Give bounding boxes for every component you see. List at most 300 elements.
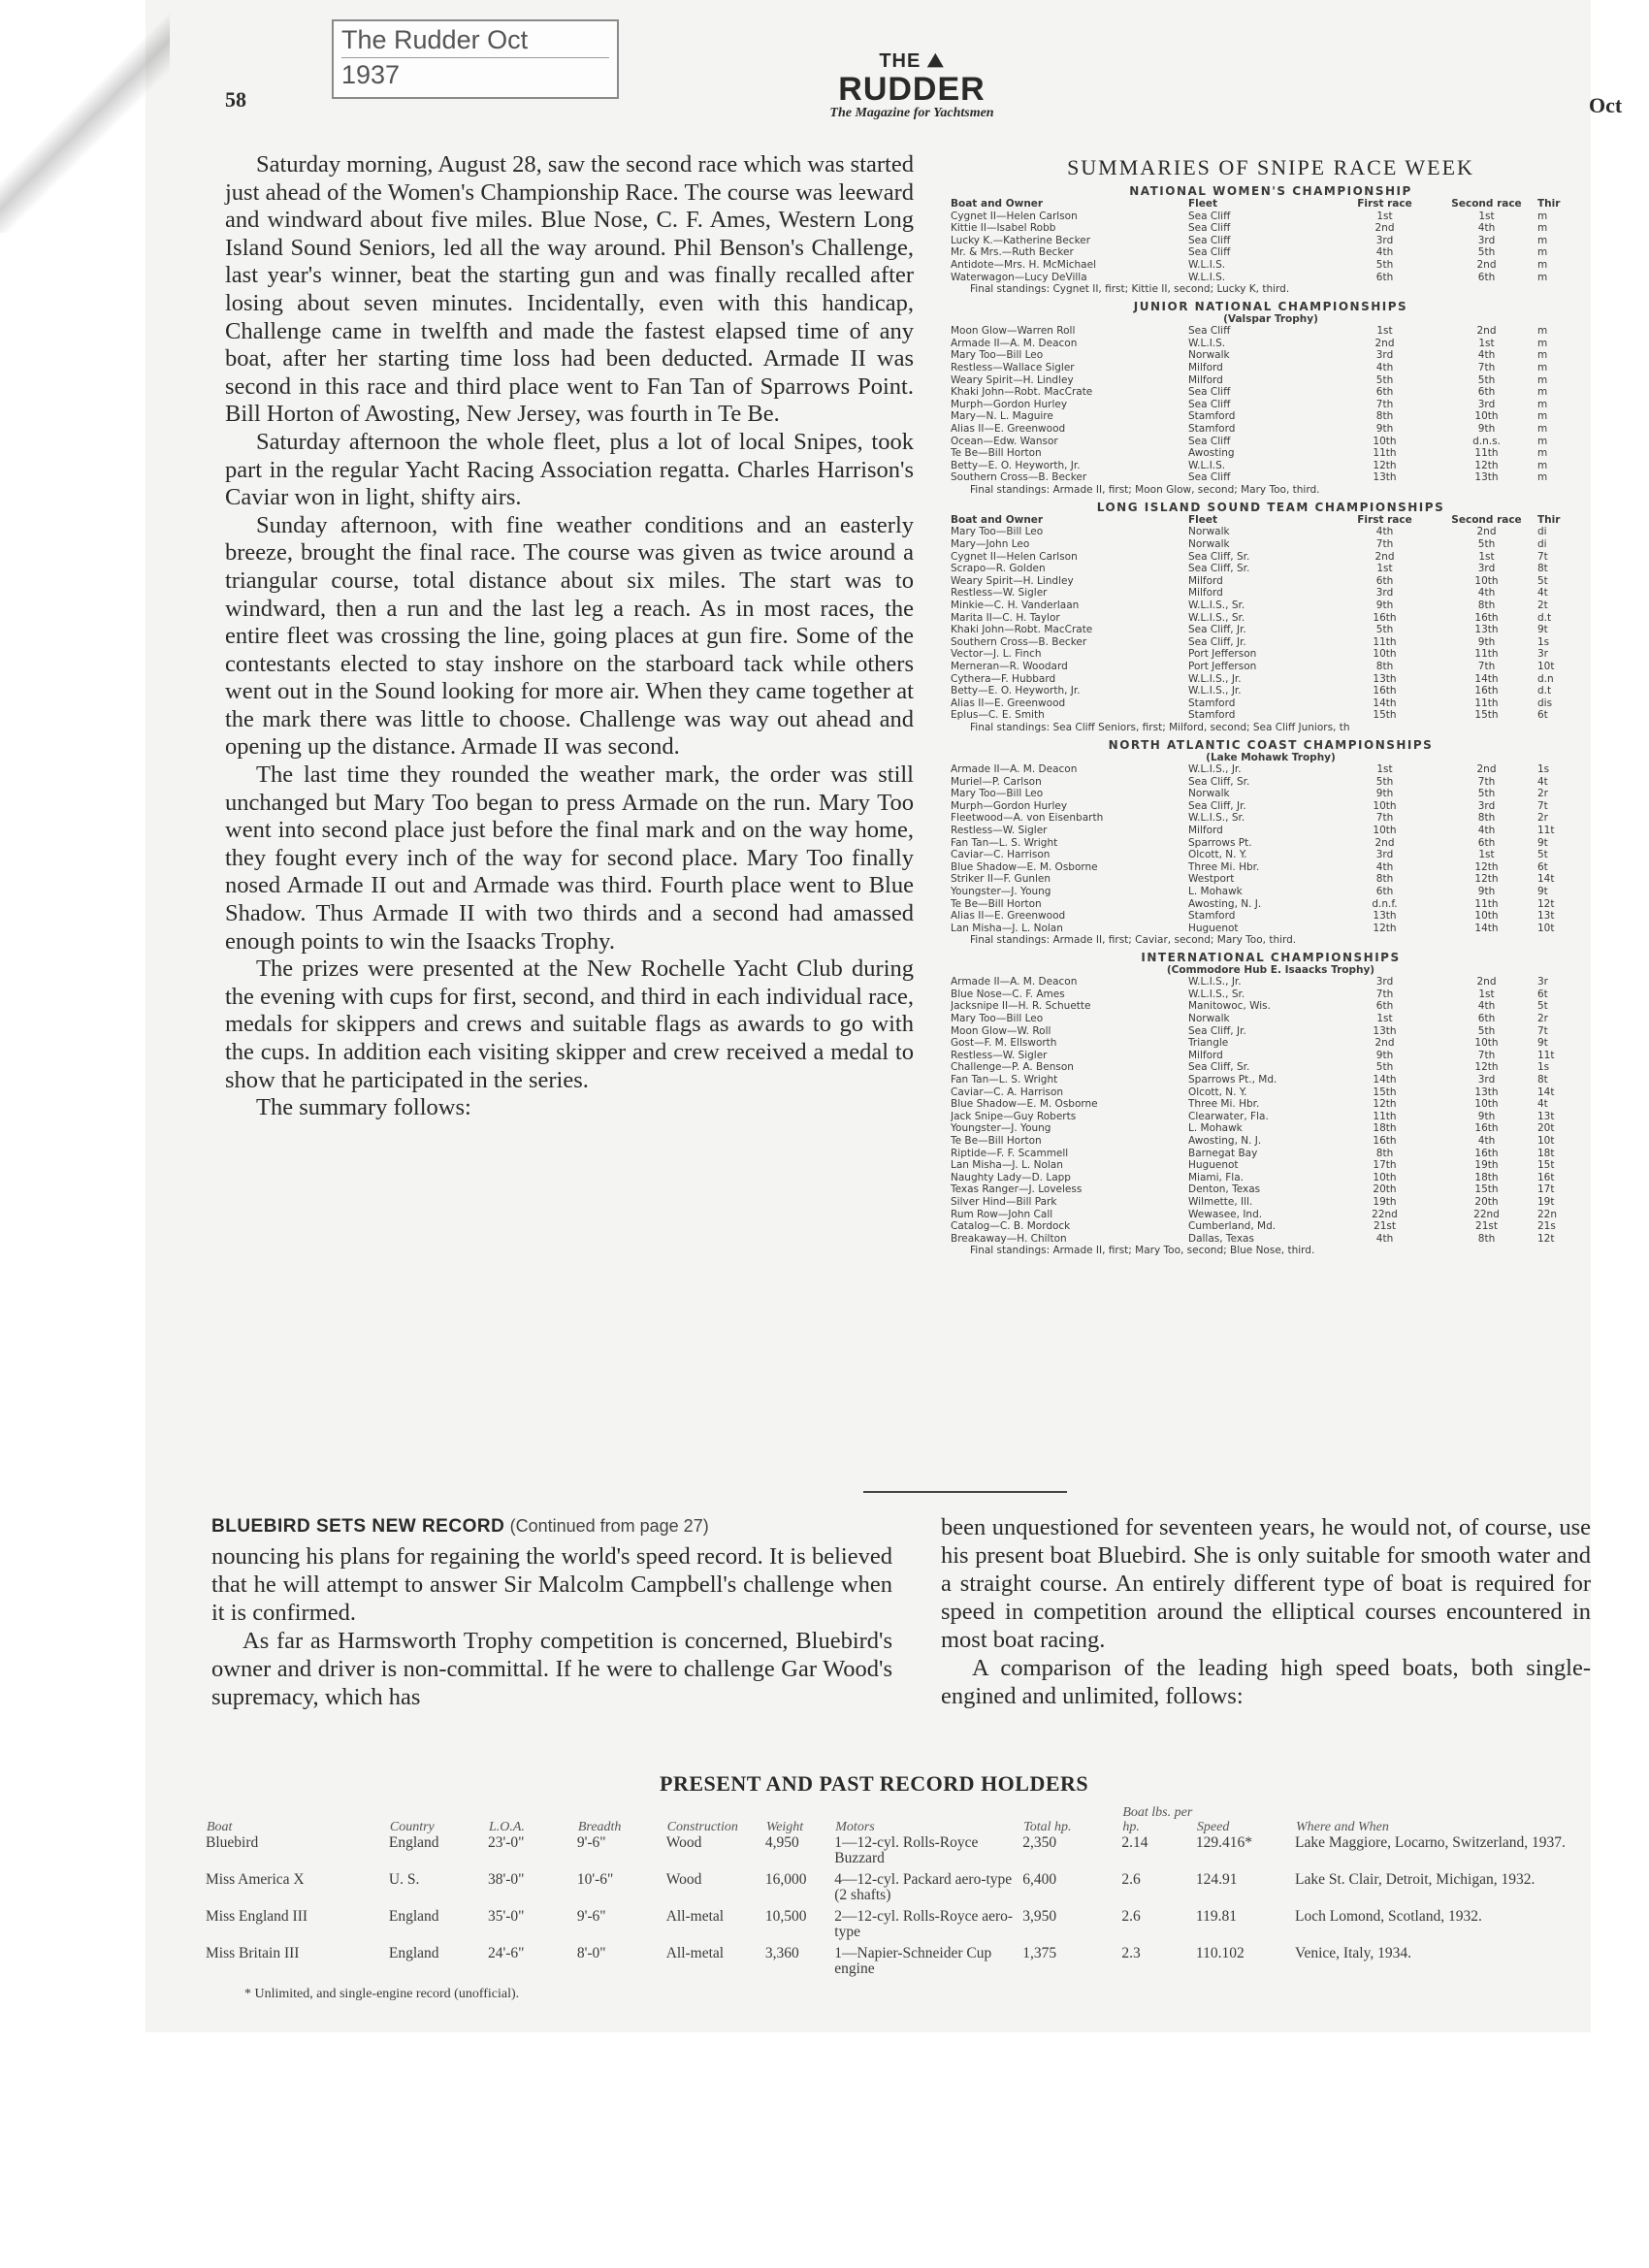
table-cell: 9th <box>1477 422 1496 435</box>
records-cell: Wood <box>665 1834 702 1851</box>
table-cell: 8th <box>1477 812 1496 825</box>
table-cell: m <box>1537 337 1548 349</box>
table-cell: Milford <box>1188 373 1223 386</box>
records-column-header: Where and When <box>1296 1820 1389 1834</box>
archive-label-line1: The Rudder Oct <box>341 23 609 58</box>
table-cell: Fan Tan—L. S. Wright <box>951 836 1058 849</box>
records-footnote: * Unlimited, and single-engine record (unofficial). <box>244 1987 520 2001</box>
table-cell: 4th <box>1375 1232 1394 1245</box>
table-cell: Southern Cross—B. Becker <box>951 471 1087 484</box>
table-cell: d.n <box>1537 672 1554 685</box>
table-cell: Cygnet II—Helen Carlson <box>951 550 1078 563</box>
bluebird-heading <box>211 1516 709 1538</box>
records-cell: 2.14 <box>1121 1834 1148 1851</box>
table-row <box>951 697 1591 710</box>
records-column-header: Motors <box>835 1820 875 1834</box>
table-cell: 15th <box>1474 709 1499 722</box>
article-paragraph: Saturday afternoon the whole fleet, plus a lot of local Snipes, took part in the regular Yacht Racing Association regatta. Charles Harrison's Caviar won in light, shifty airs. <box>225 428 914 511</box>
table-row <box>951 587 1591 599</box>
records-cell: U. S. <box>388 1871 420 1888</box>
table-cell: 13th <box>1373 910 1397 923</box>
table-cell: W.L.I.S. <box>1188 271 1226 283</box>
table-cell: 11th <box>1474 447 1499 460</box>
table-cell: 8th <box>1477 599 1496 612</box>
table-cell: Kittie II—Isabel Robb <box>951 222 1056 235</box>
table-cell: Vector—J. L. Finch <box>951 648 1042 661</box>
table-cell: 3rd <box>1375 849 1394 861</box>
table-row <box>951 471 1591 484</box>
table-cell: 11th <box>1373 635 1397 648</box>
table-cell: Restless—W. Sigler <box>951 824 1048 836</box>
table-cell: 21st <box>1374 1220 1396 1233</box>
table-cell: Olcott, N. Y. <box>1188 849 1247 861</box>
table-cell: Sea Cliff, Jr. <box>1188 799 1246 812</box>
table-cell: 7th <box>1477 661 1496 672</box>
table-cell: 10t <box>1537 1135 1555 1147</box>
table-row <box>951 325 1591 338</box>
table-cell: Murph—Gordon Hurley <box>951 398 1068 410</box>
table-cell: 16t <box>1537 1171 1555 1183</box>
table-cell: 13t <box>1537 1110 1555 1122</box>
table-cell: 22n <box>1537 1208 1558 1220</box>
table-row <box>951 873 1591 886</box>
records-cell: 3,950 <box>1022 1908 1057 1925</box>
table-cell: 3rd <box>1375 234 1394 246</box>
table-cell: dis <box>1537 697 1553 709</box>
table-cell: m <box>1537 258 1548 271</box>
table-row <box>951 222 1591 235</box>
records-cell: 2.6 <box>1121 1908 1141 1925</box>
table-cell: 5th <box>1375 373 1394 386</box>
table-row <box>951 1220 1591 1233</box>
table-cell: Caviar—C. A. Harrison <box>951 1085 1064 1098</box>
records-cell: 6,400 <box>1022 1871 1057 1888</box>
table-cell: Denton, Texas <box>1188 1183 1261 1196</box>
records-cell: 1,375 <box>1022 1945 1057 1961</box>
table-cell: 3r <box>1537 648 1548 661</box>
table-row <box>951 423 1591 436</box>
table-cell: m <box>1537 210 1548 222</box>
table-cell: Dallas, Texas <box>1188 1232 1254 1245</box>
race-summaries <box>951 155 1591 1257</box>
table-cell: 15th <box>1373 709 1397 722</box>
records-row <box>206 1946 1593 1983</box>
masthead-the: THE ⛰ <box>879 50 945 72</box>
table-cell: Antidote—Mrs. H. McMichael <box>951 258 1096 271</box>
table-cell: 2r <box>1537 1013 1548 1025</box>
table-cell: Restless—Wallace Sigler <box>951 361 1075 373</box>
table-cell: 2t <box>1537 599 1548 612</box>
table-cell: 1st <box>1376 1013 1393 1025</box>
table-cell: 17t <box>1537 1183 1555 1196</box>
table-cell: 14th <box>1373 697 1397 709</box>
table-cell: Fan Tan—L. S. Wright <box>951 1074 1058 1086</box>
table-cell: 12th <box>1373 922 1397 934</box>
table-cell: 5th <box>1375 258 1394 271</box>
table-cell: 13th <box>1474 624 1499 636</box>
table-cell: 6t <box>1537 988 1548 1000</box>
final-standings: Final standings: Armade II, first; Moon Glow, second; Mary Too, third. <box>970 483 1320 496</box>
table-cell: 7t <box>1537 550 1548 563</box>
table-cell: Triangle <box>1188 1037 1229 1050</box>
table-cell: 7th <box>1375 538 1394 551</box>
table-cell: Catalog—C. B. Mordock <box>951 1220 1071 1233</box>
table-cell: Restless—W. Sigler <box>951 587 1048 599</box>
records-cell: 10,500 <box>764 1908 807 1925</box>
column-header: Boat and Owner <box>951 198 1044 210</box>
records-cell: 2.3 <box>1121 1945 1141 1961</box>
table-cell: 12th <box>1373 459 1397 471</box>
table-cell: 4t <box>1537 1098 1548 1111</box>
table-cell: Sea Cliff <box>1188 210 1231 222</box>
table-cell: 4th <box>1477 1000 1496 1013</box>
section-subtitle: (Commodore Hub E. Isaacks Trophy) <box>1166 964 1375 977</box>
records-cell: 3,360 <box>764 1945 799 1961</box>
table-cell: 20th <box>1474 1195 1499 1208</box>
table-cell: 4th <box>1477 1135 1496 1147</box>
table-cell: m <box>1537 398 1548 410</box>
summaries-title: SUMMARIES OF SNIPE RACE WEEK <box>1067 155 1474 179</box>
table-cell: Alias II—E. Greenwood <box>951 697 1066 709</box>
table-cell: 22nd <box>1473 1208 1500 1220</box>
table-cell: 1st <box>1376 563 1393 575</box>
table-row <box>951 374 1591 387</box>
table-cell: Silver Hind—Bill Park <box>951 1195 1057 1208</box>
table-cell: L. Mohawk <box>1188 1122 1243 1135</box>
table-cell: Awosting <box>1188 447 1235 460</box>
table-cell: 6th <box>1477 1013 1496 1025</box>
table-cell: 10th <box>1474 1098 1499 1111</box>
final-standings: Final standings: Cygnet II, first; Kittie II, second; Lucky K, third. <box>970 283 1290 296</box>
table-cell: 3rd <box>1477 1074 1496 1086</box>
table-cell: Restless—W. Sigler <box>951 1049 1048 1061</box>
table-cell: 3rd <box>1375 349 1394 362</box>
table-cell: W.L.I.S., Jr. <box>1188 672 1242 685</box>
table-cell: Norwalk <box>1188 538 1230 551</box>
summary-section <box>951 951 1591 1257</box>
table-cell: Te Be—Bill Horton <box>951 1135 1042 1147</box>
table-cell: 7th <box>1375 812 1394 825</box>
table-cell: Milford <box>1188 574 1223 587</box>
bluebird-title: BLUEBIRD SETS NEW RECORD <box>211 1516 505 1537</box>
table-cell: 13th <box>1474 1085 1499 1098</box>
table-cell: Wilmette, Ill. <box>1188 1195 1253 1208</box>
table-cell: 6th <box>1375 574 1394 587</box>
table-cell: 1st <box>1478 849 1495 861</box>
table-cell: m <box>1537 361 1548 373</box>
table-row <box>951 661 1591 673</box>
table-row <box>951 837 1591 850</box>
column-header: Thir <box>1537 198 1561 210</box>
table-cell: Sea Cliff <box>1188 471 1231 484</box>
records-cell: England <box>388 1834 439 1851</box>
table-cell: Weary Spirit—H. Lindley <box>951 373 1074 386</box>
table-cell: Armade II—A. M. Deacon <box>951 976 1078 988</box>
table-row <box>951 1013 1591 1025</box>
table-cell: Norwalk <box>1188 788 1230 800</box>
table-cell: Striker II—F. Gunlen <box>951 873 1051 886</box>
table-row <box>951 612 1591 625</box>
table-cell: 9th <box>1375 422 1394 435</box>
table-cell: 18t <box>1537 1147 1555 1159</box>
issue-month: Oct <box>1589 93 1623 117</box>
table-row <box>951 636 1591 649</box>
table-row <box>951 410 1591 423</box>
table-cell: Marita II—C. H. Taylor <box>951 611 1060 624</box>
table-row <box>951 1074 1591 1086</box>
table-cell: 5t <box>1537 849 1548 861</box>
table-cell: 19t <box>1537 1195 1555 1208</box>
table-cell: 4t <box>1537 587 1548 599</box>
table-cell: 18th <box>1474 1171 1499 1183</box>
table-cell: Minkie—C. H. Vanderlaan <box>951 599 1080 612</box>
table-cell: 4th <box>1375 860 1394 873</box>
table-cell: Stamford <box>1188 410 1236 423</box>
table-cell: 2nd <box>1374 222 1395 235</box>
race-article <box>225 151 914 1122</box>
table-cell: Huguenot <box>1188 1159 1239 1172</box>
records-cell: England <box>388 1908 439 1925</box>
table-cell: Lan Misha—J. L. Nolan <box>951 922 1063 934</box>
section-title: NATIONAL WOMEN'S CHAMPIONSHIP <box>1129 184 1412 198</box>
table-cell: 9th <box>1375 788 1394 800</box>
table-cell: 10t <box>1537 922 1555 934</box>
table-cell: 5th <box>1477 246 1496 259</box>
table-cell: 6th <box>1477 836 1496 849</box>
column-header: Second race <box>1451 513 1522 526</box>
table-cell: 6th <box>1477 386 1496 399</box>
table-cell: Moon Glow—W. Roll <box>951 1024 1051 1037</box>
table-cell: 10th <box>1474 410 1499 423</box>
table-cell: m <box>1537 386 1548 399</box>
table-cell: W.L.I.S. <box>1188 258 1226 271</box>
table-row <box>951 886 1591 898</box>
records-cell: All-metal <box>665 1908 725 1925</box>
table-cell: 2nd <box>1476 762 1497 775</box>
table-cell: 8t <box>1537 1074 1548 1086</box>
table-cell: 6th <box>1375 386 1394 399</box>
table-cell: 2nd <box>1374 1037 1395 1050</box>
table-row <box>951 1050 1591 1062</box>
table-cell: Blue Shadow—E. M. Osborne <box>951 860 1098 873</box>
table-row <box>951 338 1591 350</box>
table-cell: 11th <box>1474 697 1499 709</box>
table-cell: 15th <box>1373 1085 1397 1098</box>
table-cell: 9th <box>1375 599 1394 612</box>
records-column-header: L.O.A. <box>488 1820 525 1834</box>
table-cell: Mr. & Mrs.—Ruth Becker <box>951 246 1074 259</box>
table-cell: 3rd <box>1477 799 1496 812</box>
table-cell: Khaki John—Robt. MacCrate <box>951 624 1093 636</box>
table-cell: 2nd <box>1476 976 1497 988</box>
table-cell: 1s <box>1537 635 1550 648</box>
records-cell: Venice, Italy, 1934. <box>1295 1945 1411 1961</box>
table-cell: Sea Cliff <box>1188 246 1231 259</box>
records-row <box>206 1872 1593 1909</box>
table-cell: W.L.I.S., Jr. <box>1188 685 1242 697</box>
final-standings: Final standings: Sea Cliff Seniors, first; Milford, second; Sea Cliff Juniors, th <box>970 721 1350 733</box>
table-row <box>951 1183 1591 1196</box>
summary-section <box>951 738 1591 947</box>
table-cell: W.L.I.S. <box>1188 337 1226 349</box>
records-cell: 119.81 <box>1195 1908 1237 1925</box>
table-cell: Alias II—E. Greenwood <box>951 910 1066 923</box>
article-paragraph: The prizes were presented at the New Rochelle Yacht Club during the evening with cups for first, second, and third in each individual race, medals for skippers and crews and suitable flags as awards to go with the cups. In addition each visiting skipper and crew received a medal to show that he participated in the series. <box>225 956 914 1093</box>
table-cell: Norwalk <box>1188 526 1230 538</box>
summary-section <box>951 300 1591 497</box>
table-cell: 4th <box>1375 246 1394 259</box>
table-row <box>951 399 1591 411</box>
table-cell: Norwalk <box>1188 1013 1230 1025</box>
table-cell: 16th <box>1373 611 1397 624</box>
article-paragraph: The summary follows: <box>256 1094 471 1121</box>
table-cell: 9t <box>1537 624 1548 636</box>
table-row <box>951 648 1591 661</box>
table-row <box>951 575 1591 588</box>
table-cell: 3rd <box>1477 234 1496 246</box>
table-cell: Youngster—J. Young <box>951 885 1051 897</box>
archive-label <box>332 19 619 99</box>
table-cell: 18th <box>1373 1122 1397 1135</box>
table-cell: 12th <box>1474 860 1499 873</box>
table-cell: 2nd <box>1476 526 1497 538</box>
table-cell: m <box>1537 410 1548 423</box>
table-cell: d.t <box>1537 611 1552 624</box>
table-cell: m <box>1537 349 1548 362</box>
table-cell: 13th <box>1373 672 1397 685</box>
table-cell: 9t <box>1537 1037 1548 1050</box>
table-cell: Muriel—P. Carlson <box>951 775 1042 788</box>
table-cell: Armade II—A. M. Deacon <box>951 337 1078 349</box>
table-cell: 6t <box>1537 860 1548 873</box>
table-cell: Port Jefferson <box>1188 648 1257 661</box>
table-cell: Blue Shadow—E. M. Osborne <box>951 1098 1098 1111</box>
table-row <box>951 812 1591 825</box>
records-cell: 2,350 <box>1022 1834 1057 1851</box>
column-header: Fleet <box>1188 198 1218 210</box>
table-row <box>951 1135 1591 1148</box>
table-cell: m <box>1537 435 1548 447</box>
table-cell: Betty—E. O. Heyworth, Jr. <box>951 685 1081 697</box>
section-header-row <box>951 514 1591 527</box>
table-cell: 16th <box>1474 1122 1499 1135</box>
table-cell: 4th <box>1375 361 1394 373</box>
table-cell: 16th <box>1373 685 1397 697</box>
records-cell: 35'-0" <box>487 1908 525 1925</box>
table-cell: Breakaway—H. Chilton <box>951 1232 1067 1245</box>
table-cell: 20th <box>1373 1183 1397 1196</box>
table-cell: Lucky K.—Katherine Becker <box>951 234 1091 246</box>
table-cell: Texas Ranger—J. Loveless <box>951 1183 1083 1196</box>
table-cell: di <box>1537 526 1547 538</box>
table-cell: 11th <box>1373 447 1397 460</box>
table-cell: 19th <box>1373 1195 1397 1208</box>
table-cell: m <box>1537 447 1548 460</box>
table-cell: Sparrows Pt., Md. <box>1188 1074 1277 1086</box>
table-cell: Westport <box>1188 873 1235 886</box>
table-cell: 9th <box>1375 1049 1394 1061</box>
table-cell: 7th <box>1477 1049 1496 1061</box>
table-cell: Fleetwood—A. von Eisenbarth <box>951 812 1104 825</box>
table-cell: Moon Glow—Warren Roll <box>951 325 1076 338</box>
table-cell: Sea Cliff <box>1188 222 1231 235</box>
table-cell: Milford <box>1188 1049 1223 1061</box>
table-cell: 13th <box>1373 1024 1397 1037</box>
table-cell: Betty—E. O. Heyworth, Jr. <box>951 459 1081 471</box>
table-cell: Stamford <box>1188 910 1236 923</box>
table-cell: Milford <box>1188 824 1223 836</box>
records-table <box>206 1804 1593 2002</box>
records-cell: 2.6 <box>1121 1871 1141 1888</box>
table-cell: m <box>1537 234 1548 246</box>
table-cell: Stamford <box>1188 697 1236 709</box>
table-cell: Port Jefferson <box>1188 661 1257 672</box>
records-column-header: Boat lbs. per hp. <box>1122 1805 1193 1834</box>
summary-section <box>951 501 1591 734</box>
records-cell: Lake St. Clair, Detroit, Michigan, 1932. <box>1295 1871 1536 1888</box>
table-cell: 7th <box>1375 398 1394 410</box>
table-row <box>951 1061 1591 1074</box>
table-cell: 21st <box>1475 1220 1498 1233</box>
table-cell: 1st <box>1478 550 1495 563</box>
table-row <box>951 1209 1591 1221</box>
table-cell: m <box>1537 422 1548 435</box>
table-cell: Sea Cliff, Sr. <box>1188 775 1250 788</box>
table-cell: 4th <box>1375 526 1394 538</box>
table-cell: 3rd <box>1375 976 1394 988</box>
table-cell: Lan Misha—J. L. Nolan <box>951 1159 1063 1172</box>
column-header: First race <box>1357 513 1412 526</box>
table-row <box>951 1025 1591 1038</box>
table-cell: 12th <box>1474 459 1499 471</box>
table-cell: 12th <box>1373 1098 1397 1111</box>
records-cell: Miss Britain III <box>206 1945 300 1961</box>
table-cell: 16th <box>1474 1147 1499 1159</box>
table-cell: 3rd <box>1477 563 1496 575</box>
table-cell: 4th <box>1477 824 1496 836</box>
folded-corner-shadow <box>0 0 170 233</box>
table-row <box>951 685 1591 697</box>
table-cell: 5th <box>1477 538 1496 551</box>
masthead-title: RUDDER <box>838 71 986 108</box>
table-cell: Miami, Fla. <box>1188 1171 1244 1183</box>
table-cell: 5t <box>1537 574 1548 587</box>
table-cell: Sea Cliff, Sr. <box>1188 550 1250 563</box>
table-cell: 1s <box>1537 1061 1550 1074</box>
table-cell: Blue Nose—C. F. Ames <box>951 988 1065 1000</box>
article-paragraph: Sunday afternoon, with fine weather conditions and an easterly breeze, brought the final race. The course was given as twice around a triangular course, total distance about six miles. The start was to windward, then a run and the last leg a reach. As in most races, the entire fleet was crossing the line, going places at gun fire. Some of the contestants elected to stay inshore on the starboard tack while others went out in the Sound looking for more air. When they came together at the mark there was little to choose. Challenge was way out ahead and opening up the distance. Armade II was second. <box>225 511 914 761</box>
table-cell: Mary Too—Bill Leo <box>951 526 1044 538</box>
table-row <box>951 436 1591 448</box>
table-cell: Milford <box>1188 361 1223 373</box>
table-cell: Sea Cliff <box>1188 325 1231 338</box>
table-cell: Youngster—J. Young <box>951 1122 1051 1135</box>
column-header: Thir <box>1537 513 1561 526</box>
table-cell: 21s <box>1537 1220 1556 1233</box>
table-cell: Sea Cliff <box>1188 435 1231 447</box>
table-cell: 2nd <box>1374 337 1395 349</box>
table-cell: 6th <box>1375 1000 1394 1013</box>
table-cell: Mary—John Leo <box>951 538 1030 551</box>
table-cell: Wewasee, Ind. <box>1188 1208 1263 1220</box>
article-paragraph: The last time they rounded the weather mark, the order was still unchanged but Mary Too began to press Armade on the run. Mary Too went into second place just before the final mark and on the way home, they fought every inch of the way for second place. Mary Too finally nosed Armade II out and Armade was third. Fourth place went to Blue Shadow. Thus Armade II with two thirds and a second had amassed enough points to win the Isaacks Trophy. <box>225 761 914 955</box>
table-row <box>951 898 1591 911</box>
table-cell: Southern Cross—B. Becker <box>951 635 1087 648</box>
table-cell: 14th <box>1373 1074 1397 1086</box>
table-row <box>951 849 1591 861</box>
table-row <box>951 788 1591 800</box>
table-cell: 5t <box>1537 1000 1548 1013</box>
